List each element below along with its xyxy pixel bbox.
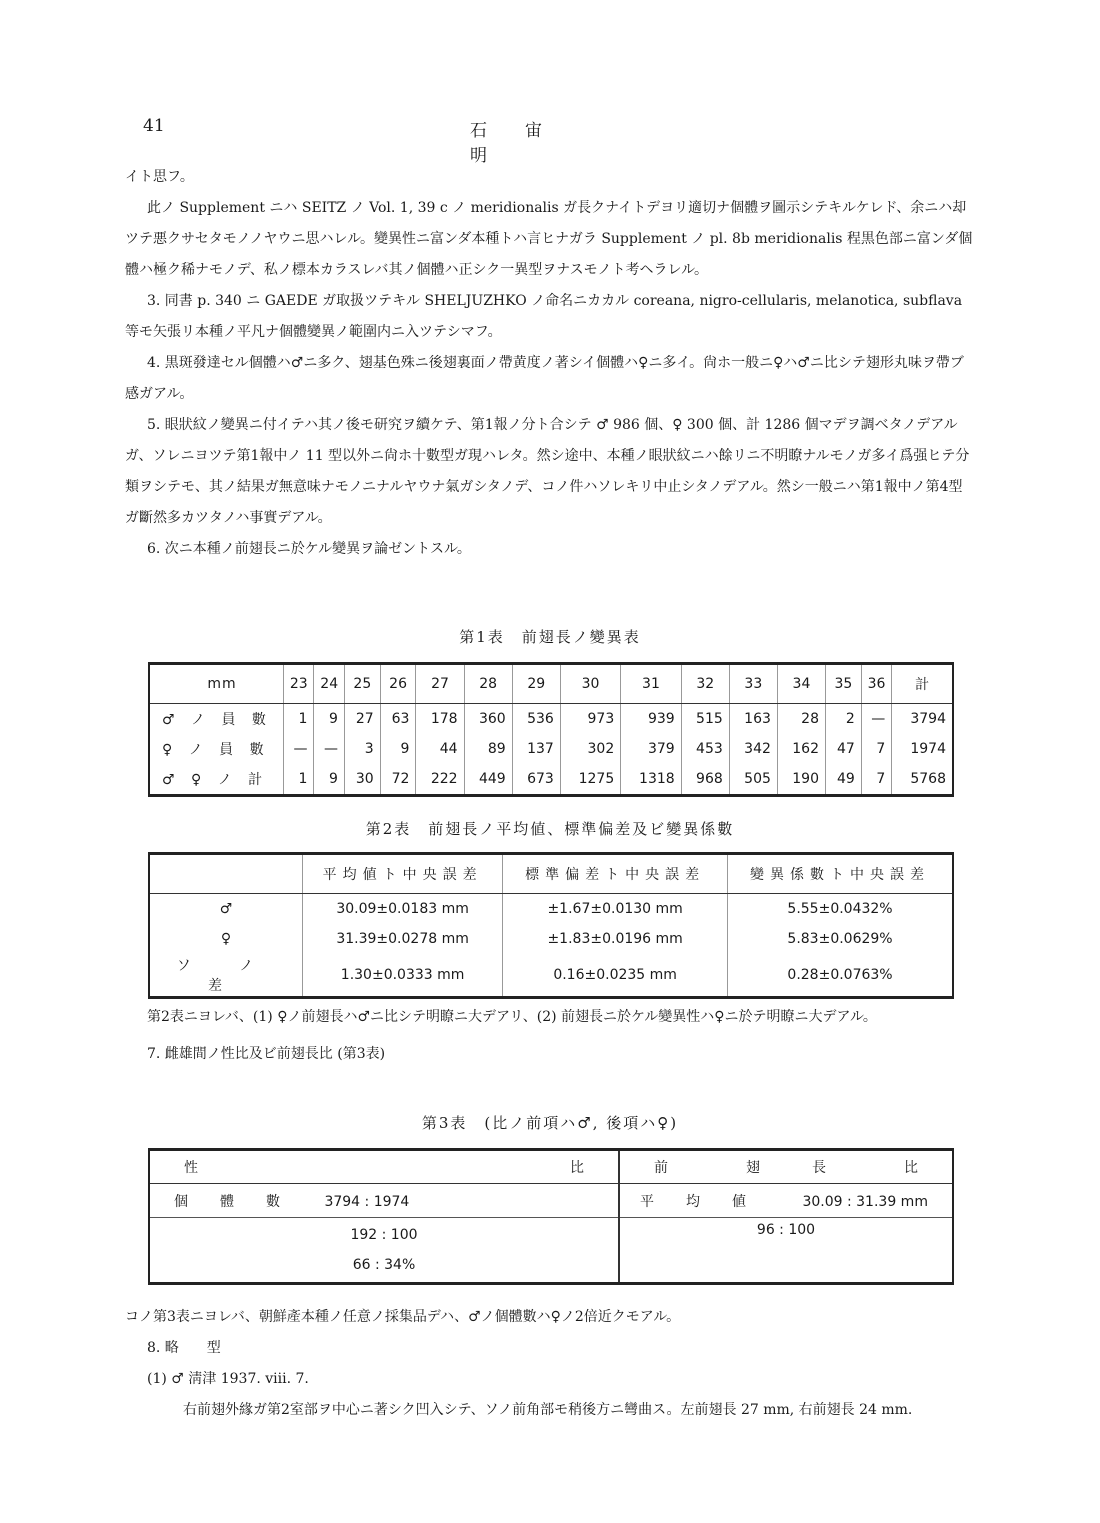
table1-cell: 449 — [464, 764, 512, 796]
table1-cell: 1275 — [560, 764, 620, 796]
table1-column-header: 28 — [464, 664, 512, 704]
table1-column-header: 30 — [560, 664, 620, 704]
table3-header-right — [619, 1150, 953, 1184]
text-block-1 — [125, 162, 975, 565]
table2-cell: 0.28±0.0763% — [728, 954, 953, 998]
table1-cell: 1 — [284, 764, 314, 796]
table1-header-row — [149, 664, 953, 704]
table3-left-ratio-cell — [149, 1218, 619, 1284]
table2-row — [149, 924, 953, 954]
table2-statistics — [148, 852, 954, 999]
table2-row — [149, 954, 953, 998]
table1-header-label: mm — [149, 664, 284, 704]
table1-cell: 222 — [416, 764, 464, 796]
table2-header-row — [149, 854, 953, 894]
table1-cell: 5768 — [892, 764, 953, 796]
table1-body — [149, 704, 953, 796]
table2-cell: 1.30±0.0333 mm — [303, 954, 503, 998]
table1-cell: 28 — [777, 704, 825, 735]
table1-caption: 第1表 前翅長ノ變異表 — [459, 628, 641, 646]
table3-mean-value: 30.09 : 31.39 mm — [802, 1193, 928, 1210]
table1-cell: 379 — [621, 734, 681, 764]
table1-cell: — — [284, 734, 314, 764]
table1-column-header: 27 — [416, 664, 464, 704]
table2-header-cell: 標準偏差ト中央誤差 — [503, 854, 728, 894]
table1-row-label: ♂ ♀ ノ 計 — [162, 772, 269, 788]
paragraph: 5. 眼狀紋ノ變異ニ付イテハ其ノ後モ研究ヲ續ケテ、第1報ノ分ト合シテ ♂ 986 個、♀ 300 個、計 1286 個マデヲ調ベタノデアルガ、ソレニヨツテ第1報中ノ 11 型以外ニ尙ホ十數型ガ現ハレタ。然シ途中、本種ノ眼狀紋ニハ餘リニ不明瞭ナルモノガ多イ爲强ヒテ分類ヲシテモ、其ノ結果ガ無意味ナモノニナルヤウナ氣ガシタノデ、コノ件ハソレキリ中止シタノデアル。然シ一般ニハ第1報中ノ第4型ガ斷然多カツタノハ事實デアル。 — [125, 417, 970, 526]
table2-row — [149, 894, 953, 925]
table3-row — [149, 1184, 953, 1218]
table1-cell: 2 — [826, 704, 862, 735]
table1-forewing-length — [148, 662, 954, 797]
table1-cell: 163 — [729, 704, 777, 735]
table1-cell: 89 — [464, 734, 512, 764]
paragraph: コノ第3表ニヨレバ、朝鮮產本種ノ任意ノ採集品デハ、♂ノ個體數ハ♀ノ2倍近クモアル。 — [125, 1309, 681, 1325]
paragraph: 4. 黒斑發達セル個體ハ♂ニ多ク、翅基色殊ニ後翅裏面ノ帶黄度ノ著シイ個體ハ♀ニ多イ。尙ホ一般ニ♀ハ♂ニ比シテ翅形丸味ヲ帶ブ感ガアル。 — [125, 355, 964, 402]
table2-header-cell: 變異係數ト中央誤差 — [728, 854, 953, 894]
table1-cell: 162 — [777, 734, 825, 764]
table1-cell: 453 — [681, 734, 729, 764]
table1-row-label: ♀ ノ 員 數 — [162, 742, 270, 758]
table3-row — [149, 1218, 953, 1284]
table2-body — [149, 894, 953, 998]
text-block-2 — [125, 1002, 975, 1070]
paragraph: 第2表ニヨレバ、(1) ♀ノ前翅長ハ♂ニ比シテ明瞭ニ大デアリ、(2) 前翅長ニ於ケル變異性ハ♀ニ於テ明瞭ニ大デアル。 — [147, 1009, 877, 1025]
table1-cell: 178 — [416, 704, 464, 735]
table2-caption: 第2表 前翅長ノ平均値、標準偏差及ビ變異係數 — [365, 820, 735, 838]
table1-cell: 72 — [380, 764, 416, 796]
table3-right-row — [619, 1184, 953, 1218]
table1-cell: 190 — [777, 764, 825, 796]
table2-row-label: ♀ — [220, 931, 232, 947]
paragraph: 此ノ Supplement ニハ SEITZ ノ Vol. 1, 39 c ノ meridionalis ガ長クナイトデヨリ適切ナ個體ヲ圖示シテキルケレド、余ニハ却ツテ悪クサセタモノノヤウニ思ハレル。變異性ニ富ンダ本種トハ言ヒナガラ Supplement ノ pl. 8b meridionalis 程黒色部ニ富ンダ個體ハ極ク稀ナモノデ、私ノ標本カラスレバ其ノ個體ハ正シク一異型ヲナスモノト考ヘラレル。 — [125, 200, 973, 278]
paragraph: イト思フ。 — [125, 169, 194, 185]
table2-row-label: ソ ノ 差 — [176, 958, 276, 994]
table1-cell: 9 — [314, 764, 344, 796]
table1-column-header: 33 — [729, 664, 777, 704]
table1-cell: 968 — [681, 764, 729, 796]
table3-right-ratio-cell — [619, 1218, 953, 1284]
table1-row — [149, 734, 953, 764]
table3-header-char: 前 — [654, 1160, 668, 1176]
table2-cell: 5.55±0.0432% — [728, 894, 953, 925]
paragraph: 8. 略 型 — [147, 1340, 221, 1356]
table1-cell: 342 — [729, 734, 777, 764]
paragraph: (1) ♂ 淸津 1937. viii. 7. — [147, 1371, 309, 1387]
paragraph: 7. 雌雄間ノ性比及ビ前翅長比 (第3表) — [147, 1046, 386, 1062]
table3-mean-label: 平均値 — [640, 1193, 778, 1210]
table1-cell: 7 — [861, 764, 891, 796]
table1-column-header: 35 — [826, 664, 862, 704]
table1-column-header: 23 — [284, 664, 314, 704]
table1-column-header: 24 — [314, 664, 344, 704]
table1-cell: 27 — [344, 704, 380, 735]
table1-column-header: 36 — [861, 664, 891, 704]
paragraph: 6. 次ニ本種ノ前翅長ニ於ケル變異ヲ論ゼントスル。 — [147, 541, 471, 557]
table1-cell: 9 — [314, 704, 344, 735]
table1-column-header: 26 — [380, 664, 416, 704]
table1-row — [149, 764, 953, 796]
table1-row-label: ♂ ノ 員 數 — [162, 712, 272, 728]
table1-cell: — — [861, 704, 891, 735]
table2-header-cell — [149, 854, 303, 894]
table1-cell: 1 — [284, 704, 314, 735]
table1-column-header: 32 — [681, 664, 729, 704]
table1-cell: 505 — [729, 764, 777, 796]
table3-count-label: 個體數 — [174, 1193, 312, 1210]
table3-count-ratio: 192 : 100 — [350, 1227, 418, 1243]
table3-header-char: 翅 — [746, 1160, 760, 1176]
table3-header-left — [149, 1150, 619, 1184]
table1-column-header: 31 — [621, 664, 681, 704]
table1-cell: 302 — [560, 734, 620, 764]
table2-cell: ±1.83±0.0196 mm — [503, 924, 728, 954]
table3-left-row — [149, 1184, 619, 1218]
table1-cell: 939 — [621, 704, 681, 735]
table2-header-cell: 平均値ト中央誤差 — [303, 854, 503, 894]
table1-column-header: 29 — [512, 664, 560, 704]
table3-caption: 第3表 (比ノ前項ハ♂, 後項ハ♀) — [421, 1114, 679, 1132]
table3-length-ratio: 96 : 100 — [756, 1222, 816, 1238]
table3-sex-ratio — [148, 1148, 954, 1285]
text-block-3 — [125, 1302, 975, 1426]
table1-cell: 1318 — [621, 764, 681, 796]
table1-cell: — — [314, 734, 344, 764]
table3-header-sex: 性 — [184, 1160, 198, 1176]
table2-row-label: ♂ — [219, 901, 233, 917]
table1-cell: 360 — [464, 704, 512, 735]
table1-cell: 1974 — [892, 734, 953, 764]
table3-header-char: 長 — [812, 1160, 826, 1176]
table2-cell: 5.83±0.0629% — [728, 924, 953, 954]
table1-cell: 673 — [512, 764, 560, 796]
table1-cell: 536 — [512, 704, 560, 735]
table3-count-percent: 66 : 34% — [352, 1257, 416, 1273]
page-number: 41 — [143, 116, 165, 136]
table2-cell: 0.16±0.0235 mm — [503, 954, 728, 998]
table1-cell: 3794 — [892, 704, 953, 735]
table1-cell: 9 — [380, 734, 416, 764]
table1-cell: 47 — [826, 734, 862, 764]
table1-column-header: 34 — [777, 664, 825, 704]
table3-header-ratio: 比 — [570, 1160, 584, 1176]
paragraph: 3. 同書 p. 340 ニ GAEDE ガ取扱ツテキル SHELJUZHKO ノ命名ニカカル coreana, nigro-cellularis, melanotica, subflava 等モ矢張リ本種ノ平凡ナ個體變異ノ範圍内ニ入ツテシマフ。 — [125, 293, 963, 340]
table1-column-header: 計 — [892, 664, 953, 704]
table2-cell: ±1.67±0.0130 mm — [503, 894, 728, 925]
table1-cell: 63 — [380, 704, 416, 735]
table2-cell: 30.09±0.0183 mm — [303, 894, 503, 925]
table3-header-char: 比 — [904, 1160, 918, 1176]
table3-header-row — [149, 1150, 953, 1184]
table1-row — [149, 704, 953, 735]
running-header-author: 石宙明 — [470, 121, 580, 166]
table1-cell: 49 — [826, 764, 862, 796]
table1-cell: 30 — [344, 764, 380, 796]
table1-cell: 973 — [560, 704, 620, 735]
table1-cell: 3 — [344, 734, 380, 764]
table1-cell: 44 — [416, 734, 464, 764]
paragraph: 右前翅外緣ガ第2室部ヲ中心ニ著シク凹入シテ、ソノ前角部モ稍後方ニ彎曲ス。左前翅長 27 mm, 右前翅長 24 mm. — [183, 1402, 913, 1418]
table1-column-header: 25 — [344, 664, 380, 704]
table2-cell: 31.39±0.0278 mm — [303, 924, 503, 954]
table3-count-value: 3794 : 1974 — [324, 1193, 410, 1210]
table1-cell: 515 — [681, 704, 729, 735]
table1-cell: 137 — [512, 734, 560, 764]
table1-cell: 7 — [861, 734, 891, 764]
